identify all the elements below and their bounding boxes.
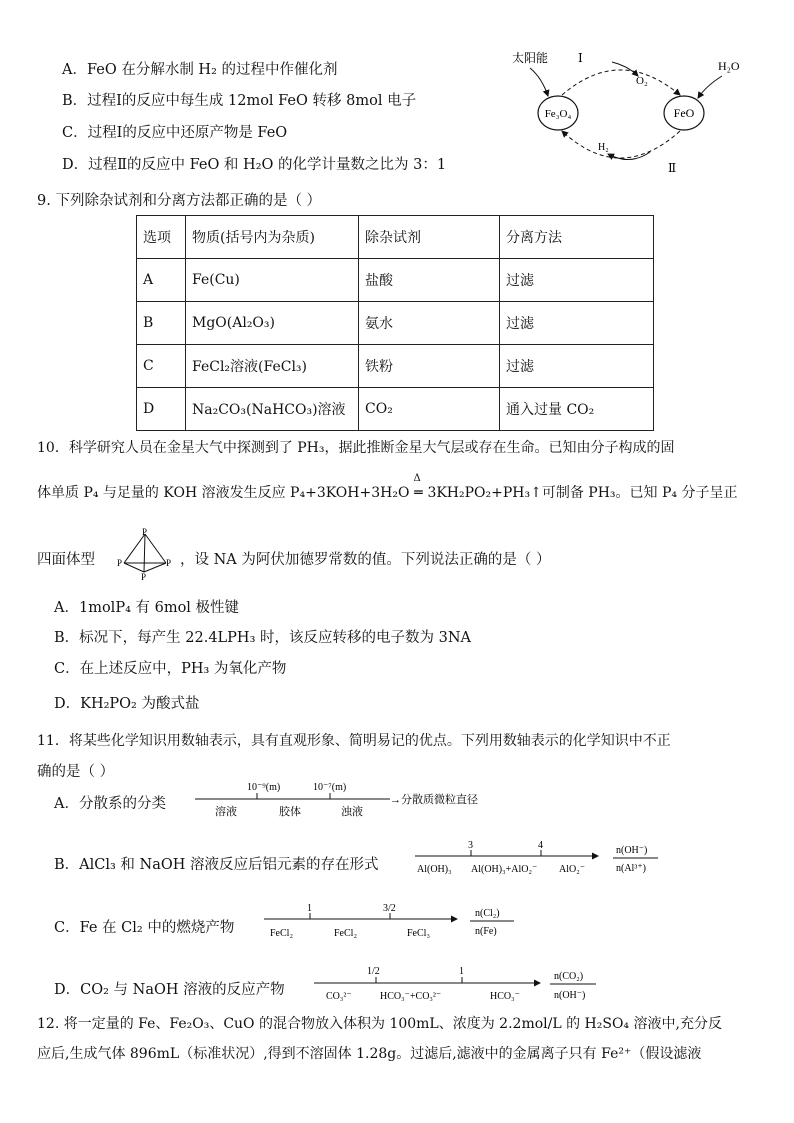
q10-line-3-part-2: ，设 NA 为阿伏加德罗常数的值。下列说法正确的是（ ） — [180, 552, 551, 568]
table-cell: FeCl₂溶液(FeCl₃) — [186, 345, 359, 388]
q11-c-ratio-denominator: n(Fe) — [475, 926, 497, 937]
table-header-cell: 物质(括号内为杂质) — [186, 216, 359, 259]
sun-energy-label: 太阳能 — [512, 51, 549, 65]
q11-b-ratio-denominator: n(Al³⁺) — [616, 863, 646, 874]
q11-option-d-label: D．CO₂ 与 NaOH 溶液的反应产物 — [54, 982, 285, 998]
q11-c-tick-2: 3/2 — [383, 903, 396, 914]
delta-symbol: Δ — [413, 473, 421, 484]
q11-d-region-1: CO₃²⁻ — [326, 991, 352, 1002]
table-cell: 氨水 — [359, 302, 500, 345]
o2-output-arrow — [612, 62, 638, 76]
table-header-cell: 分离方法 — [500, 216, 654, 259]
table-cell: MgO(Al₂O₃) — [186, 302, 359, 345]
table-cell: CO₂ — [359, 388, 500, 431]
p-atom-left: P — [117, 558, 123, 568]
q11-a-number-line — [195, 778, 495, 822]
q9-stem: 9. 下列除杂试剂和分离方法都正确的是（ ） — [37, 193, 322, 209]
q11-a-tick-1: 10⁻⁹(m) — [247, 782, 281, 793]
heat-arrow: Δ ═ — [413, 473, 423, 501]
q11-b-tick-2: 4 — [538, 840, 543, 851]
table-header-row — [137, 216, 654, 259]
table-cell: Fe(Cu) — [186, 259, 359, 302]
step-1-label: Ⅰ — [578, 51, 583, 65]
q11-c-region-3: FeCl₃ — [407, 928, 430, 939]
fe3o4-label: Fe₃O₄ — [544, 108, 572, 120]
q10-line-2-part-2: 3KH₂PO₂+PH₃↑可制备 PH₃。已知 P₄ 分子呈正 — [427, 485, 738, 501]
q11-b-ratio-numerator: n(OH⁻) — [616, 845, 648, 856]
table-header-cell: 除杂试剂 — [359, 216, 500, 259]
h2o-label: H₂O — [718, 59, 740, 73]
table-header-cell: 选项 — [137, 216, 186, 259]
table-cell: 通入过量 CO₂ — [500, 388, 654, 431]
q9-table — [136, 215, 654, 431]
q10-option-d: D．KH₂PO₂ 为酸式盐 — [54, 696, 200, 712]
p4-tetrahedron-diagram — [114, 525, 176, 581]
p-atom-right: P — [166, 558, 172, 568]
q10-line-3-part-1: 四面体型 — [37, 552, 95, 568]
q11-d-region-3: HCO₃⁻ — [490, 991, 520, 1002]
q11-a-region-3: 浊液 — [341, 806, 363, 818]
q11-c-ratio-numerator: n(Cl₂) — [475, 908, 500, 919]
q11-b-region-1: Al(OH)₃ — [417, 864, 452, 875]
q10-line-2-part-1: 体单质 P₄ 与足量的 KOH 溶液发生反应 P₄+3KOH+3H₂O — [37, 485, 410, 501]
q11-a-tick-2: 10⁻⁷(m) — [313, 782, 347, 793]
q11-line-1: 11．将某些化学知识用数轴表示，具有直观形象、简明易记的优点。下列用数轴表示的化学知识中不正 — [37, 733, 671, 749]
table-row — [137, 388, 654, 431]
q12-line-2: 应后,生成气体 896mL（标准状况）,得到不溶固体 1.28g。过滤后,滤液中的金属离子只有 Fe²⁺（假设滤液 — [37, 1046, 702, 1062]
table-cell: B — [137, 302, 186, 345]
q8-option-a: A．FeO 在分解水制 H₂ 的过程中作催化剂 — [62, 62, 338, 78]
q11-c-region-2: FeCl₂ — [334, 928, 357, 939]
feo-label: FeO — [673, 106, 695, 120]
q10-line-1: 10．科学研究人员在金星大气中探测到了 PH₃，据此推断金星大气层或存在生命。已知由分子构成的固 — [37, 440, 675, 456]
h2o-input-arrow — [698, 76, 722, 98]
q11-b-region-3: AlO₂⁻ — [559, 864, 585, 875]
q11-d-ratio-numerator: n(CO₂) — [554, 971, 584, 982]
q11-d-region-2: HCO₃⁻+CO₃²⁻ — [380, 991, 442, 1002]
h2-output-arrow — [608, 152, 650, 160]
table-cell: 铁粉 — [359, 345, 500, 388]
q11-d-tick-1: 1/2 — [367, 966, 380, 977]
q11-option-a-label: A．分散系的分类 — [54, 796, 166, 812]
table-row — [137, 259, 654, 302]
process-2-arrow — [562, 131, 680, 158]
q11-b-region-2: Al(OH)₃+AlO₂⁻ — [471, 864, 538, 875]
q10-option-c: C．在上述反应中，PH₃ 为氧化产物 — [54, 661, 287, 677]
q11-b-number-line — [413, 836, 663, 880]
table-cell: 过滤 — [500, 345, 654, 388]
table-row — [137, 302, 654, 345]
table-cell: 过滤 — [500, 302, 654, 345]
q10-line-2 — [37, 473, 738, 502]
p-atom-top: P — [142, 527, 148, 537]
o2-label: O₂ — [636, 75, 648, 87]
q11-c-tick-1: 1 — [307, 903, 312, 914]
q8-option-b: B．过程Ⅰ的反应中每生成 12mol FeO 转移 8mol 电子 — [62, 93, 417, 109]
p-atom-bottom: P — [141, 572, 147, 581]
table-cell: Na₂CO₃(NaHCO₃)溶液 — [186, 388, 359, 431]
fe-oxide-cycle-diagram — [500, 40, 760, 180]
q11-d-tick-2: 1 — [459, 966, 464, 977]
step-2-label: Ⅱ — [668, 161, 677, 175]
q12-line-1: 12. 将一定量的 Fe、Fe₂O₃、CuO 的混合物放入体积为 100mL、浓度为 2.2mol/L 的 H₂SO₄ 溶液中,充分反 — [37, 1016, 722, 1032]
q11-a-axis-label: →分散质微粒直径 — [390, 794, 478, 806]
table-cell: 过滤 — [500, 259, 654, 302]
table-cell: A — [137, 259, 186, 302]
table-cell: 盐酸 — [359, 259, 500, 302]
q11-a-region-2: 胶体 — [279, 806, 301, 818]
table-cell: D — [137, 388, 186, 431]
q11-d-ratio-denominator: n(OH⁻) — [554, 990, 586, 1001]
table-row — [137, 345, 654, 388]
q11-c-number-line — [262, 898, 522, 942]
q8-option-d: D．过程Ⅱ的反应中 FeO 和 H₂O 的化学计量数之比为 3：1 — [62, 157, 447, 173]
sun-input-arrow — [530, 68, 548, 96]
h2-label: H₂ — [598, 142, 609, 153]
q10-option-b: B．标况下，每产生 22.4LPH₃ 时，该反应转移的电子数为 3NA — [54, 630, 471, 646]
q11-a-region-1: 溶液 — [215, 806, 237, 818]
q10-option-a: A．1molP₄ 有 6mol 极性键 — [54, 600, 240, 616]
table-cell: C — [137, 345, 186, 388]
q8-option-c: C．过程Ⅰ的反应中还原产物是 FeO — [62, 125, 288, 141]
q11-c-region-1: FeCl₂ — [270, 928, 293, 939]
q11-option-b-label: B．AlCl₃ 和 NaOH 溶液反应后铝元素的存在形式 — [54, 857, 379, 873]
q11-option-c-label: C．Fe 在 Cl₂ 中的燃烧产物 — [54, 920, 235, 936]
process-1-arrow — [562, 70, 680, 95]
q11-b-tick-1: 3 — [468, 840, 473, 851]
q11-line-2: 确的是（ ） — [37, 764, 115, 780]
q11-d-number-line — [312, 962, 602, 1006]
